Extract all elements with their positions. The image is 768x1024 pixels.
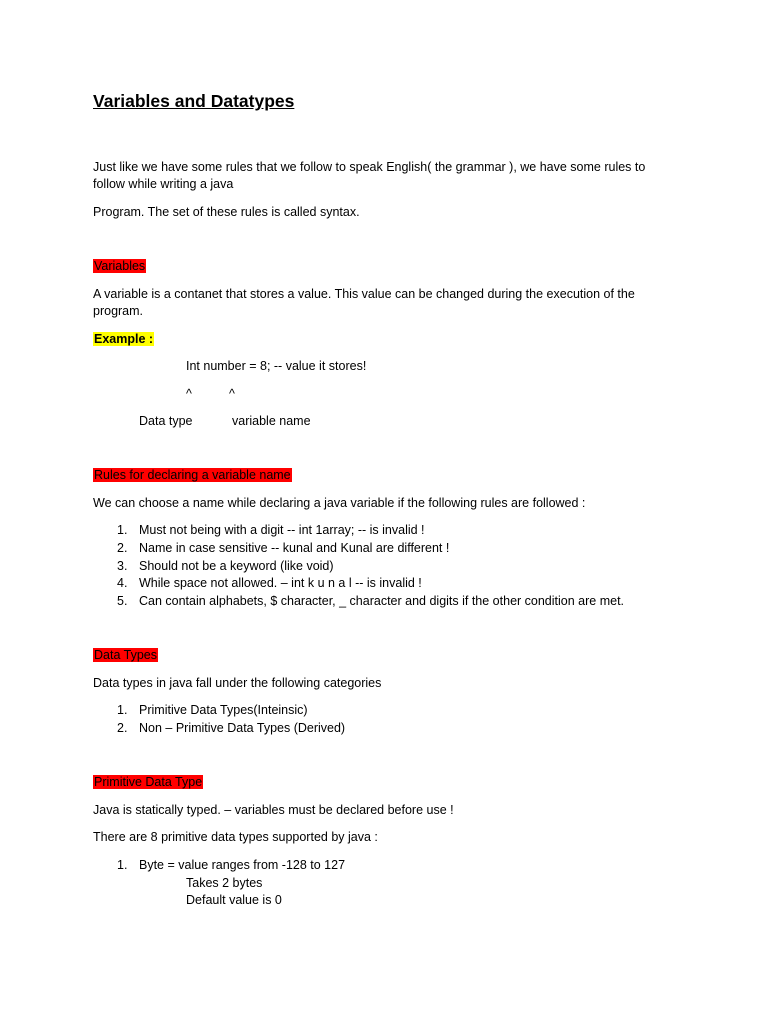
list-number: 1. bbox=[117, 523, 128, 537]
page-title: Variables and Datatypes bbox=[93, 91, 295, 111]
rules-intro: We can choose a name while declaring a java variable if the following rules are followed : bbox=[93, 496, 586, 510]
rules-heading bbox=[93, 466, 292, 484]
list-number: 2. bbox=[117, 541, 128, 555]
label-variable-name: variable name bbox=[232, 414, 311, 428]
list-item bbox=[117, 521, 425, 539]
primitive-heading-text: Primitive Data Type bbox=[94, 775, 203, 789]
primitive-line-2: There are 8 primitive data types supported by java : bbox=[93, 830, 378, 844]
list-text: Name in case sensitive -- kunal and Kunal are different ! bbox=[139, 541, 450, 555]
list-number: 2. bbox=[117, 721, 128, 735]
list-item bbox=[117, 592, 624, 610]
intro-line-3: Program. The set of these rules is called syntax. bbox=[93, 205, 360, 219]
variables-desc-line-2: program. bbox=[93, 304, 144, 318]
primitive-heading bbox=[93, 773, 203, 791]
list-text: Non – Primitive Data Types (Derived) bbox=[139, 721, 346, 735]
datatypes-intro: Data types in java fall under the following categories bbox=[93, 676, 382, 690]
datatypes-heading-text: Data Types bbox=[94, 648, 158, 662]
list-number: 3. bbox=[117, 559, 128, 573]
variables-heading-text: Variables bbox=[94, 259, 146, 273]
list-text: Should not be a keyword (like void) bbox=[139, 559, 334, 573]
intro-line-1: Just like we have some rules that we follow to speak English( the grammar ), we have some rules to bbox=[93, 160, 646, 174]
primitive-line-1: Java is statically typed. – variables must be declared before use ! bbox=[93, 803, 454, 817]
list-number: 1. bbox=[117, 703, 128, 717]
example-label bbox=[93, 330, 154, 348]
example-label-text: Example : bbox=[94, 332, 154, 346]
list-number: 4. bbox=[117, 576, 128, 590]
list-item bbox=[117, 856, 345, 874]
list-item bbox=[117, 701, 308, 719]
list-text: While space not allowed. – int k u n a l -- is invalid ! bbox=[139, 576, 422, 590]
intro-line-2: follow while writing a java bbox=[93, 177, 234, 191]
label-data-type: Data type bbox=[139, 414, 193, 428]
caret-variable-name: ^ bbox=[229, 387, 235, 401]
example-code: Int number = 8; -- value it stores! bbox=[186, 359, 367, 373]
list-item bbox=[117, 539, 449, 557]
byte-default: Default value is 0 bbox=[186, 893, 282, 907]
list-text: Can contain alphabets, $ character, _ character and digits if the other condition are met. bbox=[139, 594, 625, 608]
datatypes-heading bbox=[93, 646, 158, 664]
caret-data-type: ^ bbox=[186, 387, 192, 401]
list-text: Primitive Data Types(Inteinsic) bbox=[139, 703, 308, 717]
list-item bbox=[117, 557, 334, 575]
list-item bbox=[117, 719, 345, 737]
variables-desc-line-1: A variable is a contanet that stores a value. This value can be changed during the execution of the bbox=[93, 287, 635, 301]
list-item bbox=[117, 574, 422, 592]
list-number: 1. bbox=[117, 858, 128, 872]
list-text: Byte = value ranges from -128 to 127 bbox=[139, 858, 346, 872]
byte-size: Takes 2 bytes bbox=[186, 876, 263, 890]
rules-heading-text: Rules for declaring a variable name bbox=[94, 468, 291, 482]
list-number: 5. bbox=[117, 594, 128, 608]
variables-heading bbox=[93, 257, 146, 275]
list-text: Must not being with a digit -- int 1array; -- is invalid ! bbox=[139, 523, 425, 537]
